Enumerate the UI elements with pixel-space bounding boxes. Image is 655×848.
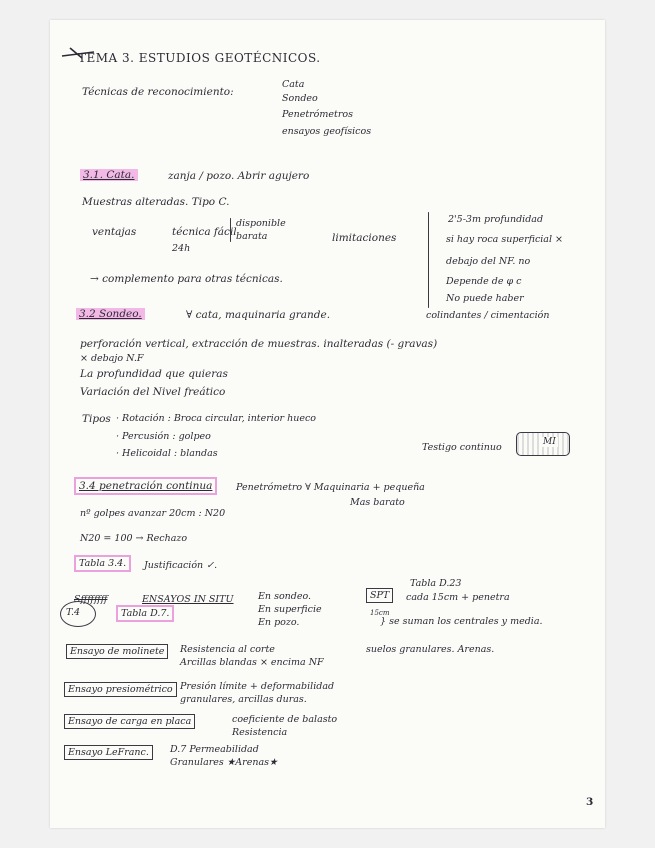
penetracion-desc: Penetrómetro ∀ Maquinaria + pequeña [236, 482, 425, 493]
lefranc-line: D.7 Permeabilidad [170, 744, 259, 755]
ventajas-label: ventajas [92, 226, 137, 238]
penetracion-desc2: Mas barato [350, 497, 405, 508]
tipo-item: · Percusión : golpeo [116, 431, 211, 442]
sondeo-line: × debajo N.F [80, 353, 144, 364]
tabla-d7: Tabla D.7. [116, 608, 174, 620]
tecnica-item: Penetrómetros [282, 109, 353, 120]
ventajas-main: técnica fácil [172, 226, 237, 238]
carga-line: Resistencia [232, 727, 288, 738]
carga-line: coeficiente de balasto [232, 714, 338, 725]
tabla-d23: Tabla D.23 [410, 578, 462, 589]
spt-label: SPT [366, 590, 393, 602]
sondeo-line: perforación vertical, extracción de muestras. inalteradas (- gravas) [80, 338, 438, 350]
page-title: TEMA 3. ESTUDIOS GEOTÉCNICOS. [78, 51, 321, 65]
tecnicas-label: Técnicas de reconocimiento: [82, 86, 234, 98]
justificacion-text: Justificación ✓. [144, 560, 218, 571]
lefranc-box: Ensayo LeFranc. [64, 747, 153, 759]
molinete-line: Resistencia al corte [180, 644, 275, 655]
limitacion-item: si hay roca superficial × [446, 234, 563, 245]
presiometrico-box: Ensayo presiométrico [64, 684, 177, 696]
t4-label: T.4 [66, 607, 81, 618]
testigo-tag: MI [543, 437, 556, 447]
tipos-label: Tipos [82, 413, 111, 425]
cata-complemento: → complemento para otras técnicas. [90, 273, 283, 285]
carga-box: Ensayo de carga en placa [64, 716, 195, 728]
spt-15: 15cm [370, 609, 390, 617]
limitaciones-brace [428, 212, 429, 308]
cata-desc: zanja / pozo. Abrir agujero [168, 170, 310, 182]
limitaciones-label: limitaciones [332, 232, 397, 244]
ventajas-sub: 24h [172, 243, 191, 254]
limitacion-item: Depende de φ c [446, 276, 522, 287]
tecnica-item: Cata [282, 79, 305, 90]
tabla-3-4: Tabla 3.4. [74, 558, 131, 570]
section-heading-cata: 3.1. Cata. [80, 169, 138, 181]
presiometrico-line: granulares, arcillas duras. [180, 694, 307, 705]
testigo-label: Testigo continuo [422, 442, 502, 453]
spt-text: cada 15cm + penetra [406, 592, 510, 603]
tipo-item: · Rotación : Broca circular, interior hueco [116, 413, 317, 424]
spt-sum: } se suman los centrales y media. [380, 616, 543, 627]
ensayos-title: ENSAYOS IN SITU [142, 594, 234, 605]
limitacion-item: colindantes / cimentación [426, 310, 550, 321]
limitacion-item: debajo del NF. no [446, 256, 531, 267]
limitacion-item: 2'5-3m profundidad [448, 214, 544, 225]
ventajas-brace [230, 218, 231, 242]
suelos-granulares: suelos granulares. Arenas. [366, 644, 495, 655]
tecnica-item: ensayos geofísicos [282, 126, 372, 137]
tipo-item: · Helicoidal : blandas [116, 448, 218, 459]
ventaja-item: barata [236, 231, 268, 242]
section-heading-sondeo: 3.2 Sondeo. [76, 308, 145, 320]
molinete-line: Arcillas blandas × encima NF [180, 657, 324, 668]
golpes-line: nº golpes avanzar 20cm : N20 [80, 508, 226, 519]
ensayo-where: En sondeo. [258, 591, 312, 602]
presiometrico-line: Presión límite + deformabilidad [180, 681, 335, 692]
testigo-sample-icon [516, 432, 570, 456]
limitacion-item: No puede haber [446, 293, 524, 304]
tecnica-item: Sondeo [282, 93, 318, 104]
page-number: 3 [586, 796, 594, 808]
sondeo-line: La profundidad que quieras [80, 368, 228, 380]
ensayo-where: En superficie [258, 604, 322, 615]
ensayo-where: En pozo. [258, 617, 300, 628]
rechazo-line: N20 = 100 → Rechazo [80, 533, 188, 544]
ventaja-item: disponible [236, 218, 286, 229]
cata-muestras: Muestras alteradas. Tipo C. [82, 196, 230, 208]
struck-word: Sffffffff [74, 594, 108, 605]
section-heading-penetracion: 3.4 penetración continua [74, 480, 217, 492]
molinete-box: Ensayo de molinete [66, 646, 168, 658]
lefranc-line: Granulares ★Arenas★ [170, 757, 278, 768]
sondeo-desc: ∀ cata, maquinaria grande. [186, 309, 331, 321]
notebook-page [50, 20, 605, 828]
sondeo-line: Variación del Nivel freático [80, 386, 226, 398]
